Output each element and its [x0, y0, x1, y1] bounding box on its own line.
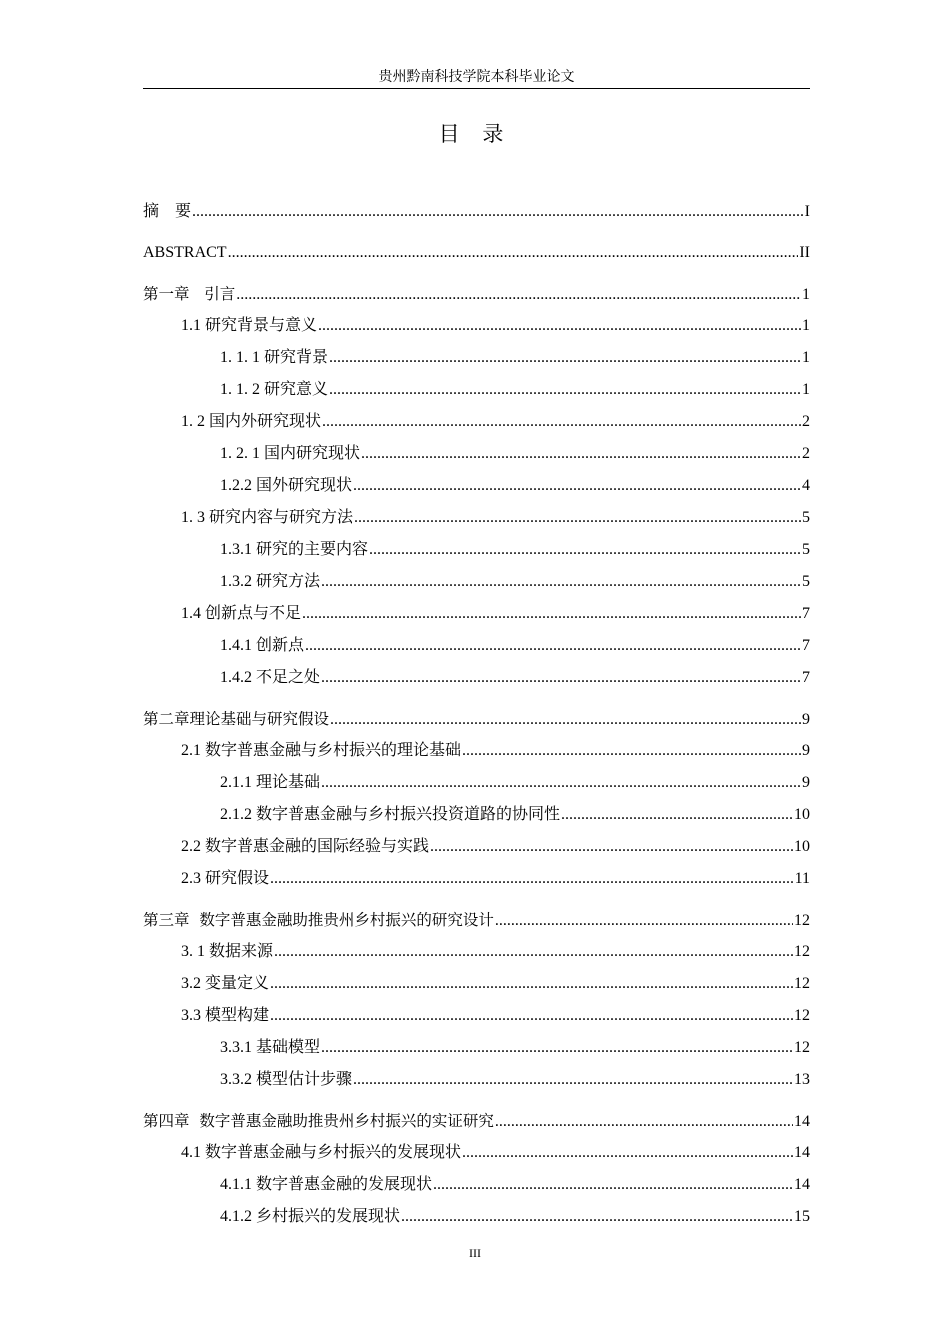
toc-entry[interactable] — [143, 507, 810, 529]
toc-leader-dots — [321, 571, 801, 593]
toc-entry[interactable] — [143, 1110, 810, 1132]
toc-entry-page: 11 — [794, 870, 810, 887]
toc-entry-label: 第四章 数字普惠金融助推贵州乡村振兴的实证研究 — [143, 1112, 494, 1130]
toc-leader-dots — [353, 475, 801, 497]
toc-entry-page: 12 — [794, 943, 810, 960]
toc-leader-dots — [322, 411, 801, 433]
toc-entry-label: 2.1.2 数字普惠金融与乡村振兴投资道路的协同性 — [220, 806, 561, 823]
toc-entry[interactable] — [143, 1174, 810, 1196]
toc-entry-page: 10 — [794, 806, 810, 823]
page-header — [143, 70, 810, 89]
toc-entry-page: 7 — [802, 605, 810, 622]
toc-entry-page: 12 — [794, 912, 810, 929]
toc-leader-dots — [274, 941, 793, 963]
toc-entry-label: 1. 2 国内外研究现状 — [181, 413, 322, 430]
toc-entry[interactable] — [143, 909, 810, 931]
toc-entry-page: 14 — [794, 1113, 810, 1130]
toc-entry[interactable] — [143, 1206, 810, 1228]
toc-entry-page: 12 — [794, 1039, 810, 1056]
toc-entry[interactable] — [143, 635, 810, 657]
toc-entry-page: II — [799, 244, 810, 261]
toc-entry-page: 2 — [802, 445, 810, 462]
toc-entry-label: 2.1 数字普惠金融与乡村振兴的理论基础 — [181, 742, 462, 759]
toc-entry-page: 9 — [802, 742, 810, 759]
toc-entry-page: 4 — [802, 477, 810, 494]
toc-leader-dots — [462, 740, 801, 762]
toc-leader-dots — [228, 242, 799, 264]
page-footer — [0, 1246, 950, 1261]
toc-entry-label: 1. 1. 1 研究背景 — [220, 349, 329, 366]
toc-entry[interactable] — [143, 973, 810, 995]
toc-entry-label: 1. 3 研究内容与研究方法 — [181, 509, 354, 526]
toc-entry-label: 4.1.1 数字普惠金融的发展现状 — [220, 1176, 433, 1193]
toc-entry[interactable] — [143, 772, 810, 794]
toc-entry-label: 1.4.2 不足之处 — [220, 669, 321, 686]
toc-entry-page: 1 — [802, 349, 810, 366]
toc-entry-page: 14 — [794, 1144, 810, 1161]
toc-entry-page: 12 — [794, 975, 810, 992]
toc-entry-label: ABSTRACT — [143, 244, 227, 261]
toc-entry-label: 第一章 引言 — [143, 285, 236, 303]
toc-entry-label: 摘 要 — [143, 203, 192, 220]
toc-leader-dots — [495, 1111, 793, 1133]
toc-entry[interactable] — [143, 539, 810, 561]
toc-entry[interactable] — [143, 1037, 810, 1059]
toc-entry[interactable] — [143, 804, 810, 826]
toc-entry-label: 3.3 模型构建 — [181, 1007, 270, 1024]
toc-entry[interactable] — [143, 347, 810, 369]
toc-entry[interactable] — [143, 603, 810, 625]
toc-entry[interactable] — [143, 868, 810, 890]
toc-entry[interactable] — [143, 941, 810, 963]
toc-leader-dots — [192, 201, 804, 223]
toc-leader-dots — [361, 443, 801, 465]
toc-leader-dots — [462, 1142, 793, 1164]
toc-leader-dots — [561, 804, 793, 826]
toc-leader-dots — [369, 539, 801, 561]
toc-leader-dots — [270, 973, 793, 995]
toc-leader-dots — [353, 1069, 793, 1091]
toc-entry-page: I — [804, 203, 810, 220]
toc-entry-page: 10 — [794, 838, 810, 855]
toc-leader-dots — [318, 315, 801, 337]
toc-entry-page: 5 — [802, 541, 810, 558]
toc-leader-dots — [302, 603, 801, 625]
toc-entry-page: 1 — [802, 381, 810, 398]
toc-entry-page: 2 — [802, 413, 810, 430]
toc-leader-dots — [433, 1174, 793, 1196]
toc-entry-label: 1.3.2 研究方法 — [220, 573, 321, 590]
toc-leader-dots — [495, 910, 793, 932]
toc-entry-label: 1.4.1 创新点 — [220, 637, 305, 654]
toc-entry[interactable] — [143, 283, 810, 305]
toc-entry[interactable] — [143, 379, 810, 401]
toc-entry-page: 13 — [794, 1071, 810, 1088]
footer-page-number: III — [469, 1246, 481, 1260]
toc-entry-label: 1.4 创新点与不足 — [181, 605, 302, 622]
toc-entry[interactable] — [143, 1005, 810, 1027]
toc-entry-label: 第二章理论基础与研究假设 — [143, 710, 330, 728]
toc-leader-dots — [270, 1005, 793, 1027]
toc-entry-label: 4.1.2 乡村振兴的发展现状 — [220, 1208, 401, 1225]
toc-entry-label: 4.1 数字普惠金融与乡村振兴的发展现状 — [181, 1144, 462, 1161]
toc-entry-label: 第三章 数字普惠金融助推贵州乡村振兴的研究设计 — [143, 911, 494, 929]
toc-leader-dots — [329, 347, 801, 369]
toc-entry[interactable] — [143, 201, 810, 223]
toc-entry-page: 12 — [794, 1007, 810, 1024]
toc-entry-label: 2.3 研究假设 — [181, 870, 270, 887]
toc-leader-dots — [321, 667, 801, 689]
toc-entry[interactable] — [143, 740, 810, 762]
toc-leader-dots — [236, 284, 801, 306]
toc-entry-label: 3.3.1 基础模型 — [220, 1039, 321, 1056]
toc-entry-label: 1. 1. 2 研究意义 — [220, 381, 329, 398]
toc-entry[interactable] — [143, 836, 810, 858]
toc-leader-dots — [330, 709, 801, 731]
toc-entry-label: 3. 1 数据来源 — [181, 943, 274, 960]
toc-leader-dots — [354, 507, 801, 529]
toc-entry-label: 1.2.2 国外研究现状 — [220, 477, 353, 494]
toc-leader-dots — [321, 1037, 793, 1059]
toc-entry[interactable] — [143, 667, 810, 689]
toc-leader-dots — [430, 836, 793, 858]
toc-entry-page: 1 — [802, 317, 810, 334]
toc-entry-page: 9 — [802, 774, 810, 791]
toc-entry[interactable] — [143, 1142, 810, 1164]
toc-entry-label: 3.2 变量定义 — [181, 975, 270, 992]
header-text: 贵州黔南科技学院本科毕业论文 — [378, 70, 575, 85]
toc-entry-label: 1.3.1 研究的主要内容 — [220, 541, 369, 558]
toc-entry-label: 3.3.2 模型估计步骤 — [220, 1071, 353, 1088]
toc-entry[interactable] — [143, 571, 810, 593]
toc-leader-dots — [321, 772, 801, 794]
toc-entry-label: 1. 2. 1 国内研究现状 — [220, 445, 361, 462]
page-title: 目 录 — [438, 122, 512, 146]
toc-entry[interactable] — [143, 315, 810, 337]
toc-entry[interactable] — [143, 708, 810, 730]
toc-leader-dots — [270, 868, 794, 890]
toc-entry-page: 5 — [802, 509, 810, 526]
toc-entry-page: 9 — [802, 711, 810, 728]
toc-entry-label: 1.1 研究背景与意义 — [181, 317, 318, 334]
toc-leader-dots — [401, 1206, 793, 1228]
toc-entry-page: 7 — [802, 637, 810, 654]
toc-entry-page: 5 — [802, 573, 810, 590]
toc-entry-page: 1 — [802, 286, 810, 303]
toc-entry[interactable] — [143, 242, 810, 264]
toc-entry[interactable] — [143, 475, 810, 497]
toc-entry[interactable] — [143, 1069, 810, 1091]
toc-entry-label: 2.1.1 理论基础 — [220, 774, 321, 791]
toc-leader-dots — [329, 379, 801, 401]
toc-leader-dots — [305, 635, 801, 657]
toc-entry-page: 14 — [794, 1176, 810, 1193]
toc-entry[interactable] — [143, 443, 810, 465]
toc-entry-page: 7 — [802, 669, 810, 686]
toc-entry[interactable] — [143, 411, 810, 433]
toc-entry-label: 2.2 数字普惠金融的国际经验与实践 — [181, 838, 430, 855]
toc-entry-page: 15 — [794, 1208, 810, 1225]
